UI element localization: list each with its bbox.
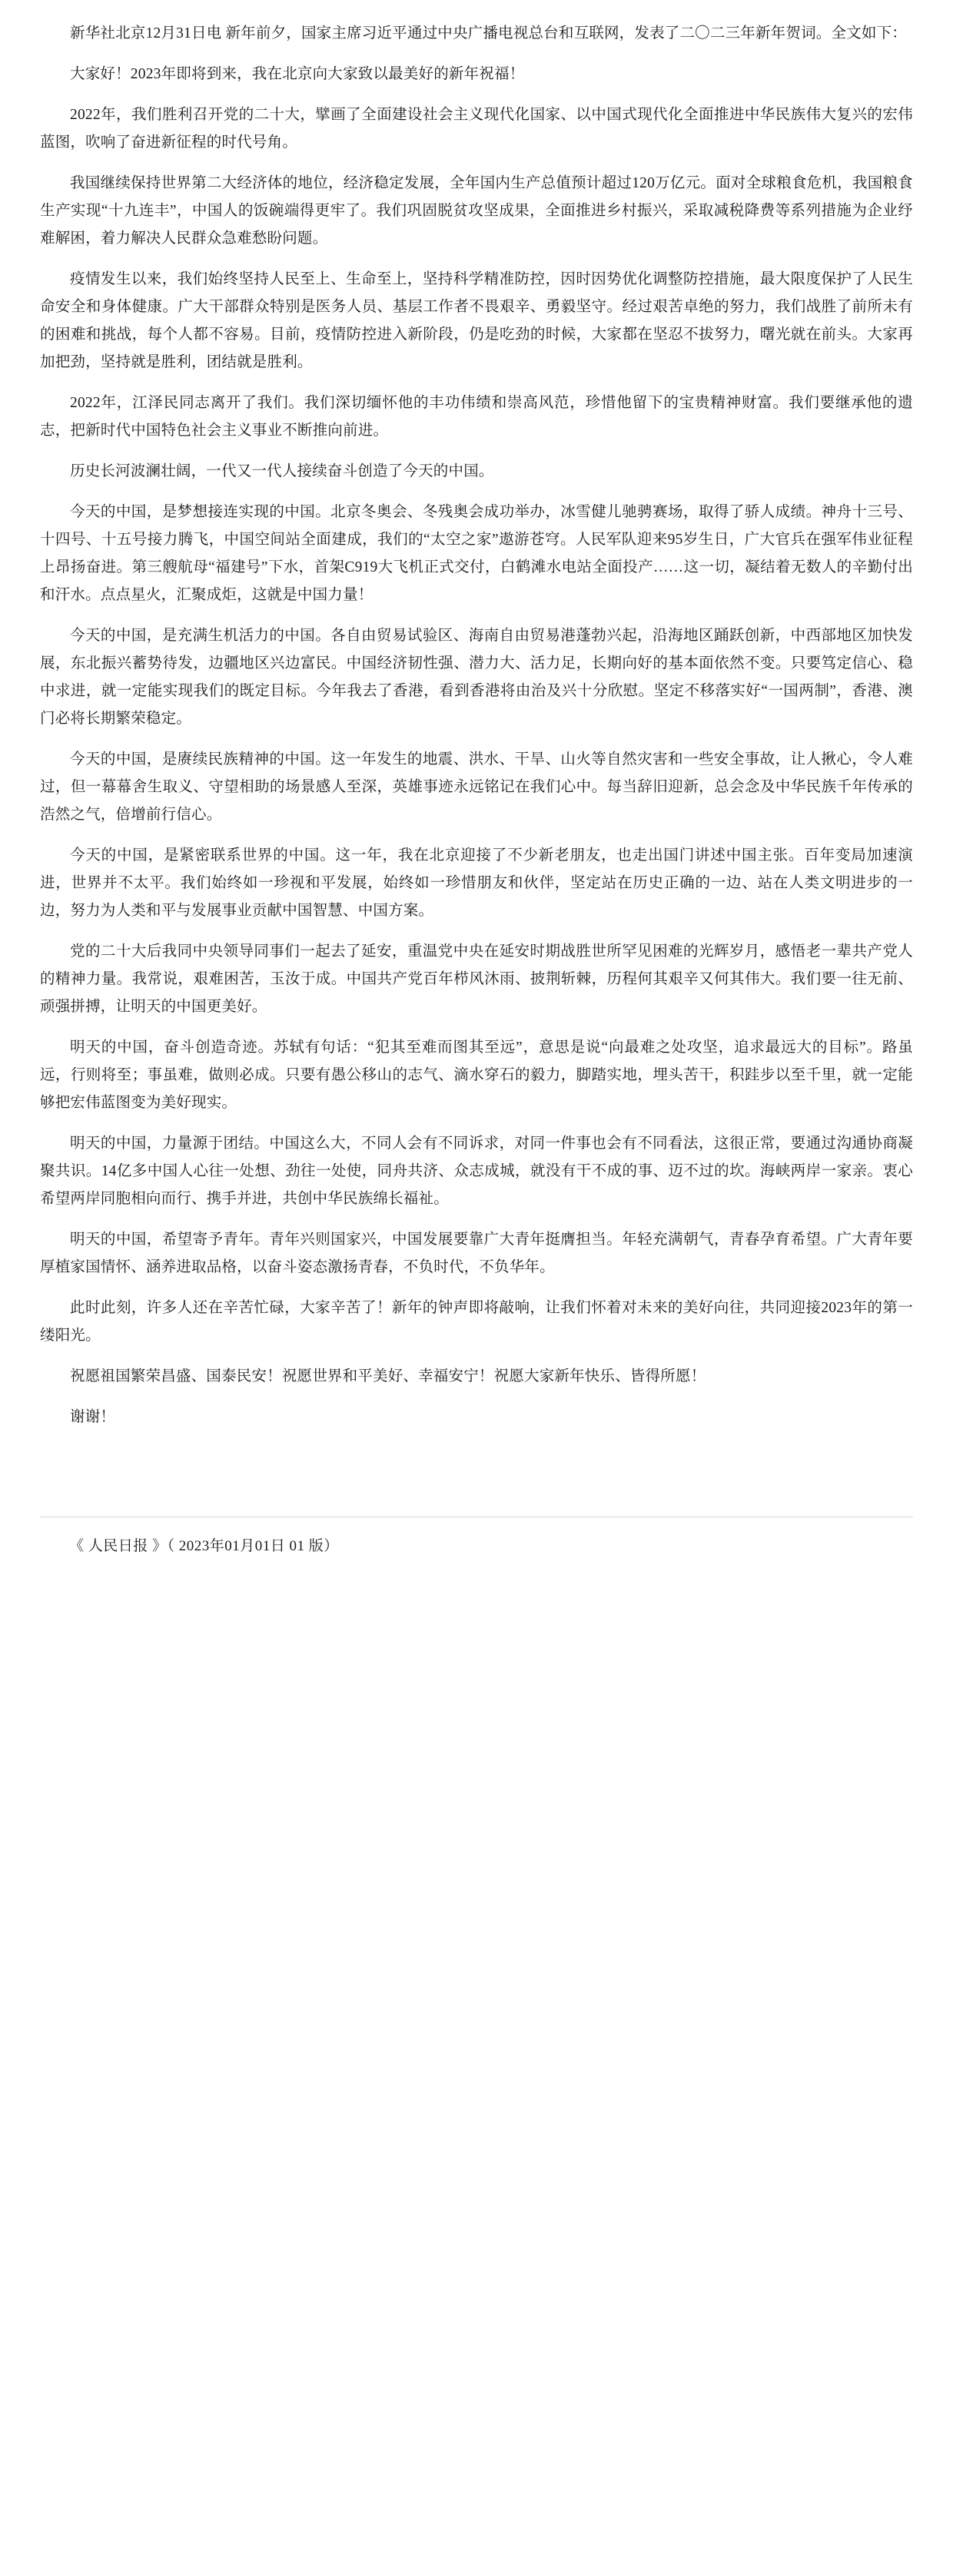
paragraph: 今天的中国，是充满生机活力的中国。各自由贸易试验区、海南自由贸易港蓬勃兴起，沿海地区踊跃创新，中西部地区加快发展，东北振兴蓄势待发，边疆地区兴边富民。中国经济韧性强、潜力大、活力足，长期向好的基本面依然不变。只要笃定信心、稳中求进，就一定能实现我们的既定目标。今年我去了香港，看到香港将由治及兴十分欣慰。坚定不移落实好“一国两制”，香港、澳门必将长期繁荣稳定。 (40, 628, 913, 727)
paragraph: 祝愿祖国繁荣昌盛、国泰民安！祝愿世界和平美好、幸福安宁！祝愿大家新年快乐、皆得所愿！ (70, 1368, 706, 1384)
paragraph: 此时此刻，许多人还在辛苦忙碌，大家辛苦了！新年的钟声即将敲响，让我们怀着对未来的美好向往，共同迎接2023年的第一缕阳光。 (40, 1300, 913, 1344)
paragraph: 明天的中国，希望寄予青年。青年兴则国家兴，中国发展要靠广大青年挺膺担当。年轻充满朝气，青春孕育希望。广大青年要厚植家国情怀、涵养进取品格，以奋斗姿态激扬青春，不负时代，不负华年。 (40, 1232, 913, 1275)
paragraph: 明天的中国，力量源于团结。中国这么大，不同人会有不同诉求，对同一件事也会有不同看法，这很正常，要通过沟通协商凝聚共识。14亿多中国人心往一处想、劲往一处使，同舟共济、众志成城，就没有干不成的事、迈不过的坎。海峡两岸一家亲。衷心希望两岸同胞相向而行、携手并进，共创中华民族绵长福祉。 (40, 1135, 913, 1207)
article-body (40, 20, 913, 1431)
paragraph: 谢谢！ (70, 1409, 116, 1425)
paragraph: 今天的中国，是赓续民族精神的中国。这一年发生的地震、洪水、干旱、山火等自然灾害和一些安全事故，让人揪心，令人难过，但一幕幕舍生取义、守望相助的场景感人至深，英雄事迹永远铭记在我们心中。每当辞旧迎新，总会念及中华民族千年传承的浩然之气，倍增前行信心。 (40, 751, 913, 823)
paragraph: 2022年，江泽民同志离开了我们。我们深切缅怀他的丰功伟绩和崇高风范，珍惜他留下的宝贵精神财富。我们要继承他的遗志，把新时代中国特色社会主义事业不断推向前进。 (40, 395, 913, 439)
paragraph: 党的二十大后我同中央领导同事们一起去了延安，重温党中央在延安时期战胜世所罕见困难的光辉岁月，感悟老一辈共产党人的精神力量。我常说，艰难困苦，玉汝于成。中国共产党百年栉风沐雨、披荆斩棘，历程何其艰辛又何其伟大。我们要一往无前、顽强拼搏，让明天的中国更美好。 (40, 943, 913, 1015)
paragraph: 疫情发生以来，我们始终坚持人民至上、生命至上，坚持科学精准防控，因时因势优化调整防控措施，最大限度保护了人民生命安全和身体健康。广大干部群众特别是医务人员、基层工作者不畏艰辛、勇毅坚守。经过艰苦卓绝的努力，我们战胜了前所未有的困难和挑战，每个人都不容易。目前，疫情防控进入新阶段，仍是吃劲的时候，大家都在坚忍不拔努力，曙光就在前头。大家再加把劲，坚持就是胜利，团结就是胜利。 (40, 271, 913, 370)
paragraph: 2022年，我们胜利召开党的二十大，擘画了全面建设社会主义现代化国家、以中国式现代化全面推进中华民族伟大复兴的宏伟蓝图，吹响了奋进新征程的时代号角。 (40, 107, 913, 151)
paragraph: 历史长河波澜壮阔，一代又一代人接续奋斗创造了今天的中国。 (70, 463, 494, 479)
paragraph: 大家好！2023年即将到来，我在北京向大家致以最美好的新年祝福！ (70, 66, 525, 82)
paragraph: 明天的中国，奋斗创造奇迹。苏轼有句话：“犯其至难而图其至远”，意思是说“向最难之处攻坚，追求最远大的目标”。路虽远，行则将至；事虽难，做则必成。只要有愚公移山的志气、滴水穿石的毅力，脚踏实地，埋头苦干，积跬步以至千里，就一定能够把宏伟蓝图变为美好现实。 (40, 1039, 913, 1111)
source-citation: 《 人民日报 》（ 2023年01月01日 01 版） (69, 1538, 339, 1554)
paragraph: 今天的中国，是梦想接连实现的中国。北京冬奥会、冬残奥会成功举办，冰雪健儿驰骋赛场，取得了骄人成绩。神舟十三号、十四号、十五号接力腾飞，中国空间站全面建成，我们的“太空之家”遨游苍穹。人民军队迎来95岁生日，广大官兵在强军伟业征程上昂扬奋进。第三艘航母“福建号”下水，首架C919大飞机正式交付，白鹤滩水电站全面投产……这一切，凝结着无数人的辛勤付出和汗水。点点星火，汇聚成炬，这就是中国力量！ (40, 504, 913, 603)
bottom-spacer (40, 1444, 913, 1490)
paragraph: 今天的中国，是紧密联系世界的中国。这一年，我在北京迎接了不少新老朋友，也走出国门讲述中国主张。百年变局加速演进，世界并不太平。我们始终如一珍视和平发展，始终如一珍惜朋友和伙伴，坚定站在历史正确的一边、站在人类文明进步的一边，努力为人类和平与发展事业贡献中国智慧、中国方案。 (40, 847, 913, 919)
paragraph: 我国继续保持世界第二大经济体的地位，经济稳定发展，全年国内生产总值预计超过120万亿元。面对全球粮食危机，我国粮食生产实现“十九连丰”，中国人的饭碗端得更牢了。我们巩固脱贫攻坚成果，全面推进乡村振兴，采取减税降费等系列措施为企业纾难解困，着力解决人民群众急难愁盼问题。 (40, 175, 913, 247)
paragraph: 新华社北京12月31日电 新年前夕，国家主席习近平通过中央广播电视总台和互联网，发表了二〇二三年新年贺词。全文如下： (70, 25, 907, 41)
